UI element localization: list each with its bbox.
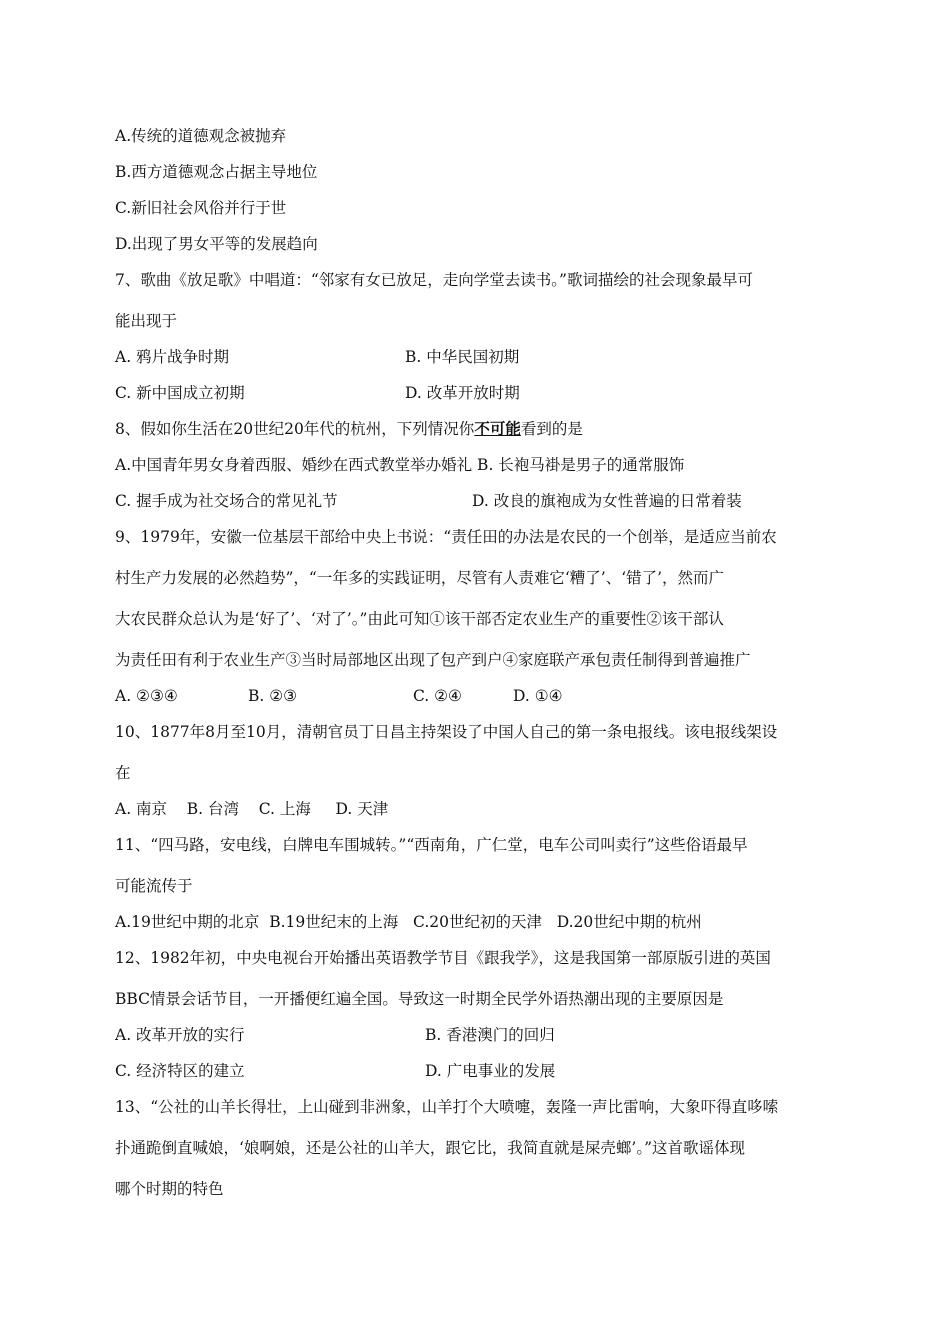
q6-option-d: D.出现了男女平等的发展趋向	[115, 235, 318, 253]
q7-option-b: B. 中华民国初期	[405, 348, 520, 366]
q7-option-d: D. 改革开放时期	[405, 384, 520, 402]
q13-stem-line-1: 13、“公社的山羊长得壮，上山碰到非洲象，山羊打个大喷嚏，轰隆一声比雷响，大象吓得直哆嗦	[115, 1098, 779, 1116]
q8-stem	[115, 419, 583, 439]
q8-stem-prefix: 8、假如你生活在20世纪20年代的杭州，下列情况你	[115, 420, 475, 438]
q9-option-c: C. ②④	[413, 687, 462, 705]
q12-option-d: D. 广电事业的发展	[425, 1062, 556, 1080]
q7-option-c: C. 新中国成立初期	[115, 384, 245, 402]
q9-option-b: B. ②③	[248, 687, 298, 705]
q13-stem-line-2: 扑通跪倒直喊娘，‘娘啊娘，还是公社的山羊大，跟它比，我简直就是屎壳螂’。”这首歌谣体现	[115, 1139, 746, 1157]
q11-stem-line-1: 11、“四马路，安电线，白牌电车围城转。”“西南角，广仁堂，电车公司叫卖行”这些俗语最早	[115, 836, 748, 854]
q6-option-b: B.西方道德观念占据主导地位	[115, 163, 318, 181]
q10-stem-line-1: 10、1877年8月至10月，清朝官员丁日昌主持架设了中国人自己的第一条电报线。该电报线架设	[115, 723, 778, 741]
q12-option-a: A. 改革开放的实行	[115, 1026, 245, 1044]
q12-option-c: C. 经济特区的建立	[115, 1062, 245, 1080]
q10-options: A. 南京 B. 台湾 C. 上海 D. 天津	[115, 800, 389, 818]
q7-stem-line-2: 能出现于	[115, 312, 178, 330]
q9-stem-line-2: 村生产力发展的必然趋势”，“一年多的实践证明，尽管有人责难它‘糟了’、‘错了’，然而广	[115, 569, 725, 587]
q9-stem-line-4: 为责任田有利于农业生产③当时局部地区出现了包产到户④家庭联产承包责任制得到普遍推广	[115, 651, 751, 669]
q12-stem-line-2: BBC情景会话节目，一开播便红遍全国。导致这一时期全民学外语热潮出现的主要原因是	[115, 990, 724, 1008]
q13-stem-line-3: 哪个时期的特色	[115, 1180, 224, 1198]
q8-options-ab: A.中国青年男女身着西服、婚纱在西式教堂举办婚礼 B. 长袍马褂是男子的通常服饰	[115, 456, 685, 474]
q12-option-b: B. 香港澳门的回归	[425, 1026, 555, 1044]
q10-stem-line-2: 在	[115, 764, 131, 782]
q9-stem-line-1: 9、1979年，安徽一位基层干部给中央上书说：“责任田的办法是农民的一个创举，是适应当前农	[115, 528, 777, 546]
q8-stem-emphasis: 不可能	[474, 419, 521, 438]
q9-stem-line-3: 大农民群众总认为是‘好了’、‘对了’。”由此可知①该干部否定农业生产的重要性②该干部认	[115, 610, 724, 628]
q8-stem-suffix: 看到的是	[520, 420, 583, 438]
q11-options: A.19世纪中期的北京 B.19世纪末的上海 C.20世纪初的天津 D.20世纪中期的杭州	[115, 913, 702, 931]
q7-stem-line-1: 7、歌曲《放足歌》中唱道：“邻家有女已放足，走向学堂去读书。”歌词描绘的社会现象最早可	[115, 271, 753, 289]
q7-option-a: A. 鸦片战争时期	[115, 348, 230, 366]
q12-stem-line-1: 12、1982年初，中央电视台开始播出英语教学节目《跟我学》，这是我国第一部原版引进的英国	[115, 949, 771, 967]
q9-option-d: D. ①④	[513, 687, 563, 705]
q6-option-c: C.新旧社会风俗并行于世	[115, 199, 287, 217]
q8-option-d: D. 改良的旗袍成为女性普遍的日常着装	[472, 492, 742, 510]
q9-option-a: A. ②③④	[115, 687, 178, 705]
q11-stem-line-2: 可能流传于	[115, 877, 193, 895]
q8-option-c: C. 握手成为社交场合的常见礼节	[115, 492, 338, 510]
q6-option-a: A.传统的道德观念被抛弃	[115, 127, 287, 145]
